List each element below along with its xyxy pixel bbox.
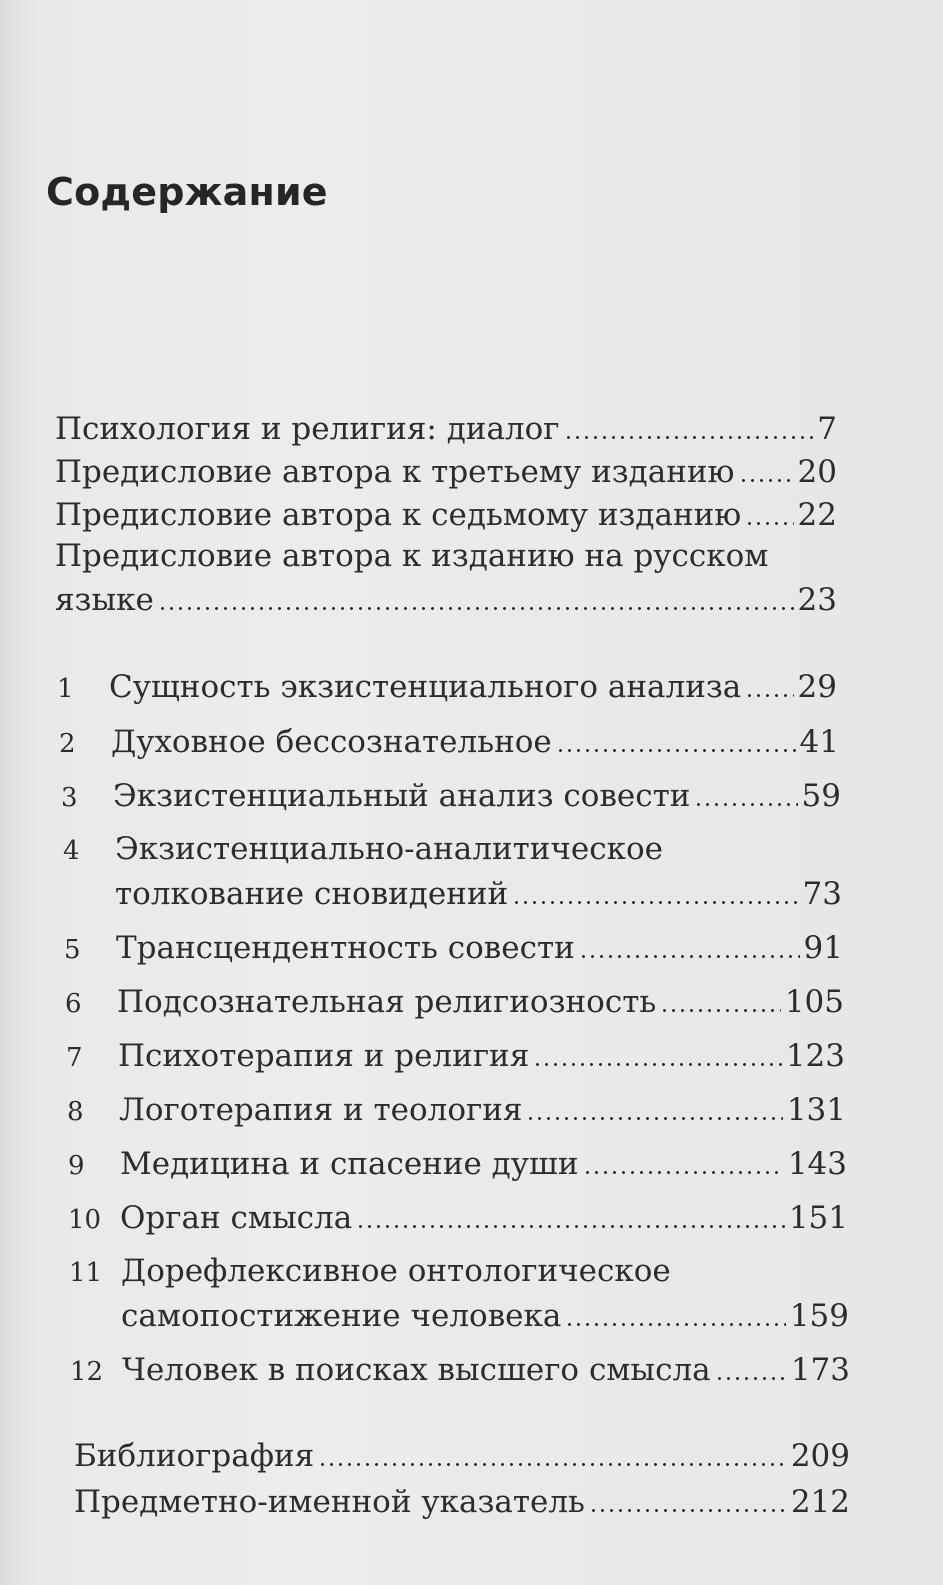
chapter-page: 91 [803, 930, 843, 966]
chapter-number: 4 [63, 836, 80, 866]
toc-entry-page: 22 [797, 497, 837, 533]
toc-entry-title-line2: языке [55, 582, 154, 618]
chapter-title: Трансцендентность совести [116, 930, 575, 966]
leader-dots [512, 901, 798, 904]
toc-entry [55, 582, 837, 618]
chapter-number: 1 [57, 674, 74, 704]
chapter-page: 159 [789, 1298, 849, 1334]
chapter-entry [68, 1200, 848, 1236]
chapter-entry [59, 724, 839, 760]
chapter-entry [68, 1146, 847, 1182]
chapter-title-line1: Экзистенциально-аналитическое [115, 831, 664, 867]
toc-entry [55, 454, 837, 490]
toc-entry [55, 497, 837, 533]
toc-entry-page: 212 [790, 1484, 850, 1520]
chapter-title: Экзистенциальный анализ совести [113, 778, 691, 814]
chapter-title: Сущность экзистенциального анализа [109, 669, 742, 705]
chapter-entry [61, 778, 841, 814]
toc-entry-title: Предисловие автора к седьмому изданию [55, 497, 742, 533]
chapter-entry-continued [115, 876, 842, 912]
chapter-number: 10 [68, 1205, 102, 1235]
chapter-title: Орган смысла [120, 1200, 353, 1236]
chapter-entry-continued [121, 1298, 849, 1334]
chapter-page: 143 [787, 1146, 847, 1182]
leader-dots [745, 522, 793, 525]
toc-entry [74, 1484, 850, 1520]
chapter-number: 7 [66, 1043, 83, 1073]
chapter-entry [67, 1092, 846, 1128]
toc-entry-page: 23 [797, 582, 837, 618]
chapter-entry [65, 984, 844, 1020]
leader-dots [533, 1063, 782, 1066]
chapter-number: 9 [68, 1151, 85, 1181]
toc-entry-page: 7 [817, 411, 837, 447]
leader-dots [589, 1509, 787, 1512]
page-title: Содержание [46, 170, 328, 214]
chapter-entry [63, 831, 664, 867]
chapter-page: 151 [788, 1200, 848, 1236]
leader-dots [715, 1377, 787, 1380]
chapter-number: 2 [59, 729, 76, 759]
toc-entry-page: 209 [790, 1438, 850, 1474]
chapter-title-line2: самопостижение человека [121, 1298, 562, 1334]
toc-entry-page: 20 [797, 454, 837, 490]
chapter-title: Духовное бессознательное [111, 724, 552, 760]
chapter-page: 73 [802, 876, 842, 912]
toc-entry-title: Предисловие автора к третьему изданию [55, 454, 735, 490]
chapter-entry [70, 1352, 850, 1388]
chapter-entry [57, 669, 837, 705]
chapter-number: 6 [65, 989, 82, 1019]
chapter-page: 59 [801, 778, 841, 814]
leader-dots [694, 803, 797, 806]
chapter-entry [66, 1038, 845, 1074]
chapter-page: 105 [784, 984, 844, 1020]
toc-entry [74, 1438, 850, 1474]
toc-entry [55, 411, 837, 447]
chapter-number: 12 [70, 1357, 104, 1387]
chapter-page: 123 [785, 1038, 845, 1074]
chapter-number: 5 [64, 935, 81, 965]
chapter-entry [64, 930, 843, 966]
toc-entry-title: Библиография [74, 1438, 315, 1474]
chapter-number: 3 [61, 783, 78, 813]
toc-entry-title: Предметно-именной указатель [74, 1484, 585, 1520]
chapter-title: Подсознательная религиозность [117, 984, 657, 1020]
chapter-title: Психотерапия и религия [118, 1038, 530, 1074]
leader-dots [318, 1463, 787, 1466]
chapter-title: Человек в поисках высшего смысла [122, 1352, 711, 1388]
leader-dots [526, 1117, 782, 1120]
leader-dots [565, 1323, 785, 1326]
chapter-entry [69, 1253, 689, 1289]
leader-dots [556, 749, 796, 752]
leader-dots [356, 1225, 785, 1228]
chapter-title: Медицина и спасение души [120, 1146, 579, 1182]
chapter-number: 8 [67, 1097, 84, 1127]
leader-dots [158, 607, 794, 610]
chapter-number: 11 [69, 1258, 103, 1288]
chapter-page: 173 [790, 1352, 850, 1388]
leader-dots [660, 1009, 781, 1012]
chapter-page: 131 [786, 1092, 846, 1128]
chapter-title: Логотерапия и теология [119, 1092, 523, 1128]
leader-dots [564, 436, 814, 439]
toc-entry-title-line1: Предисловие автора к изданию на русском [55, 538, 769, 574]
leader-dots [583, 1171, 784, 1174]
toc-entry-title: Психология и религия: диалог [55, 411, 560, 447]
chapter-title-line2: толкование сновидений [115, 876, 509, 912]
chapter-page: 41 [799, 724, 839, 760]
chapter-page: 29 [797, 669, 837, 705]
leader-dots [739, 479, 794, 482]
leader-dots [745, 694, 793, 697]
chapter-title-line1: Дорефлексивное онтологическое [121, 1253, 671, 1289]
leader-dots [579, 955, 800, 958]
